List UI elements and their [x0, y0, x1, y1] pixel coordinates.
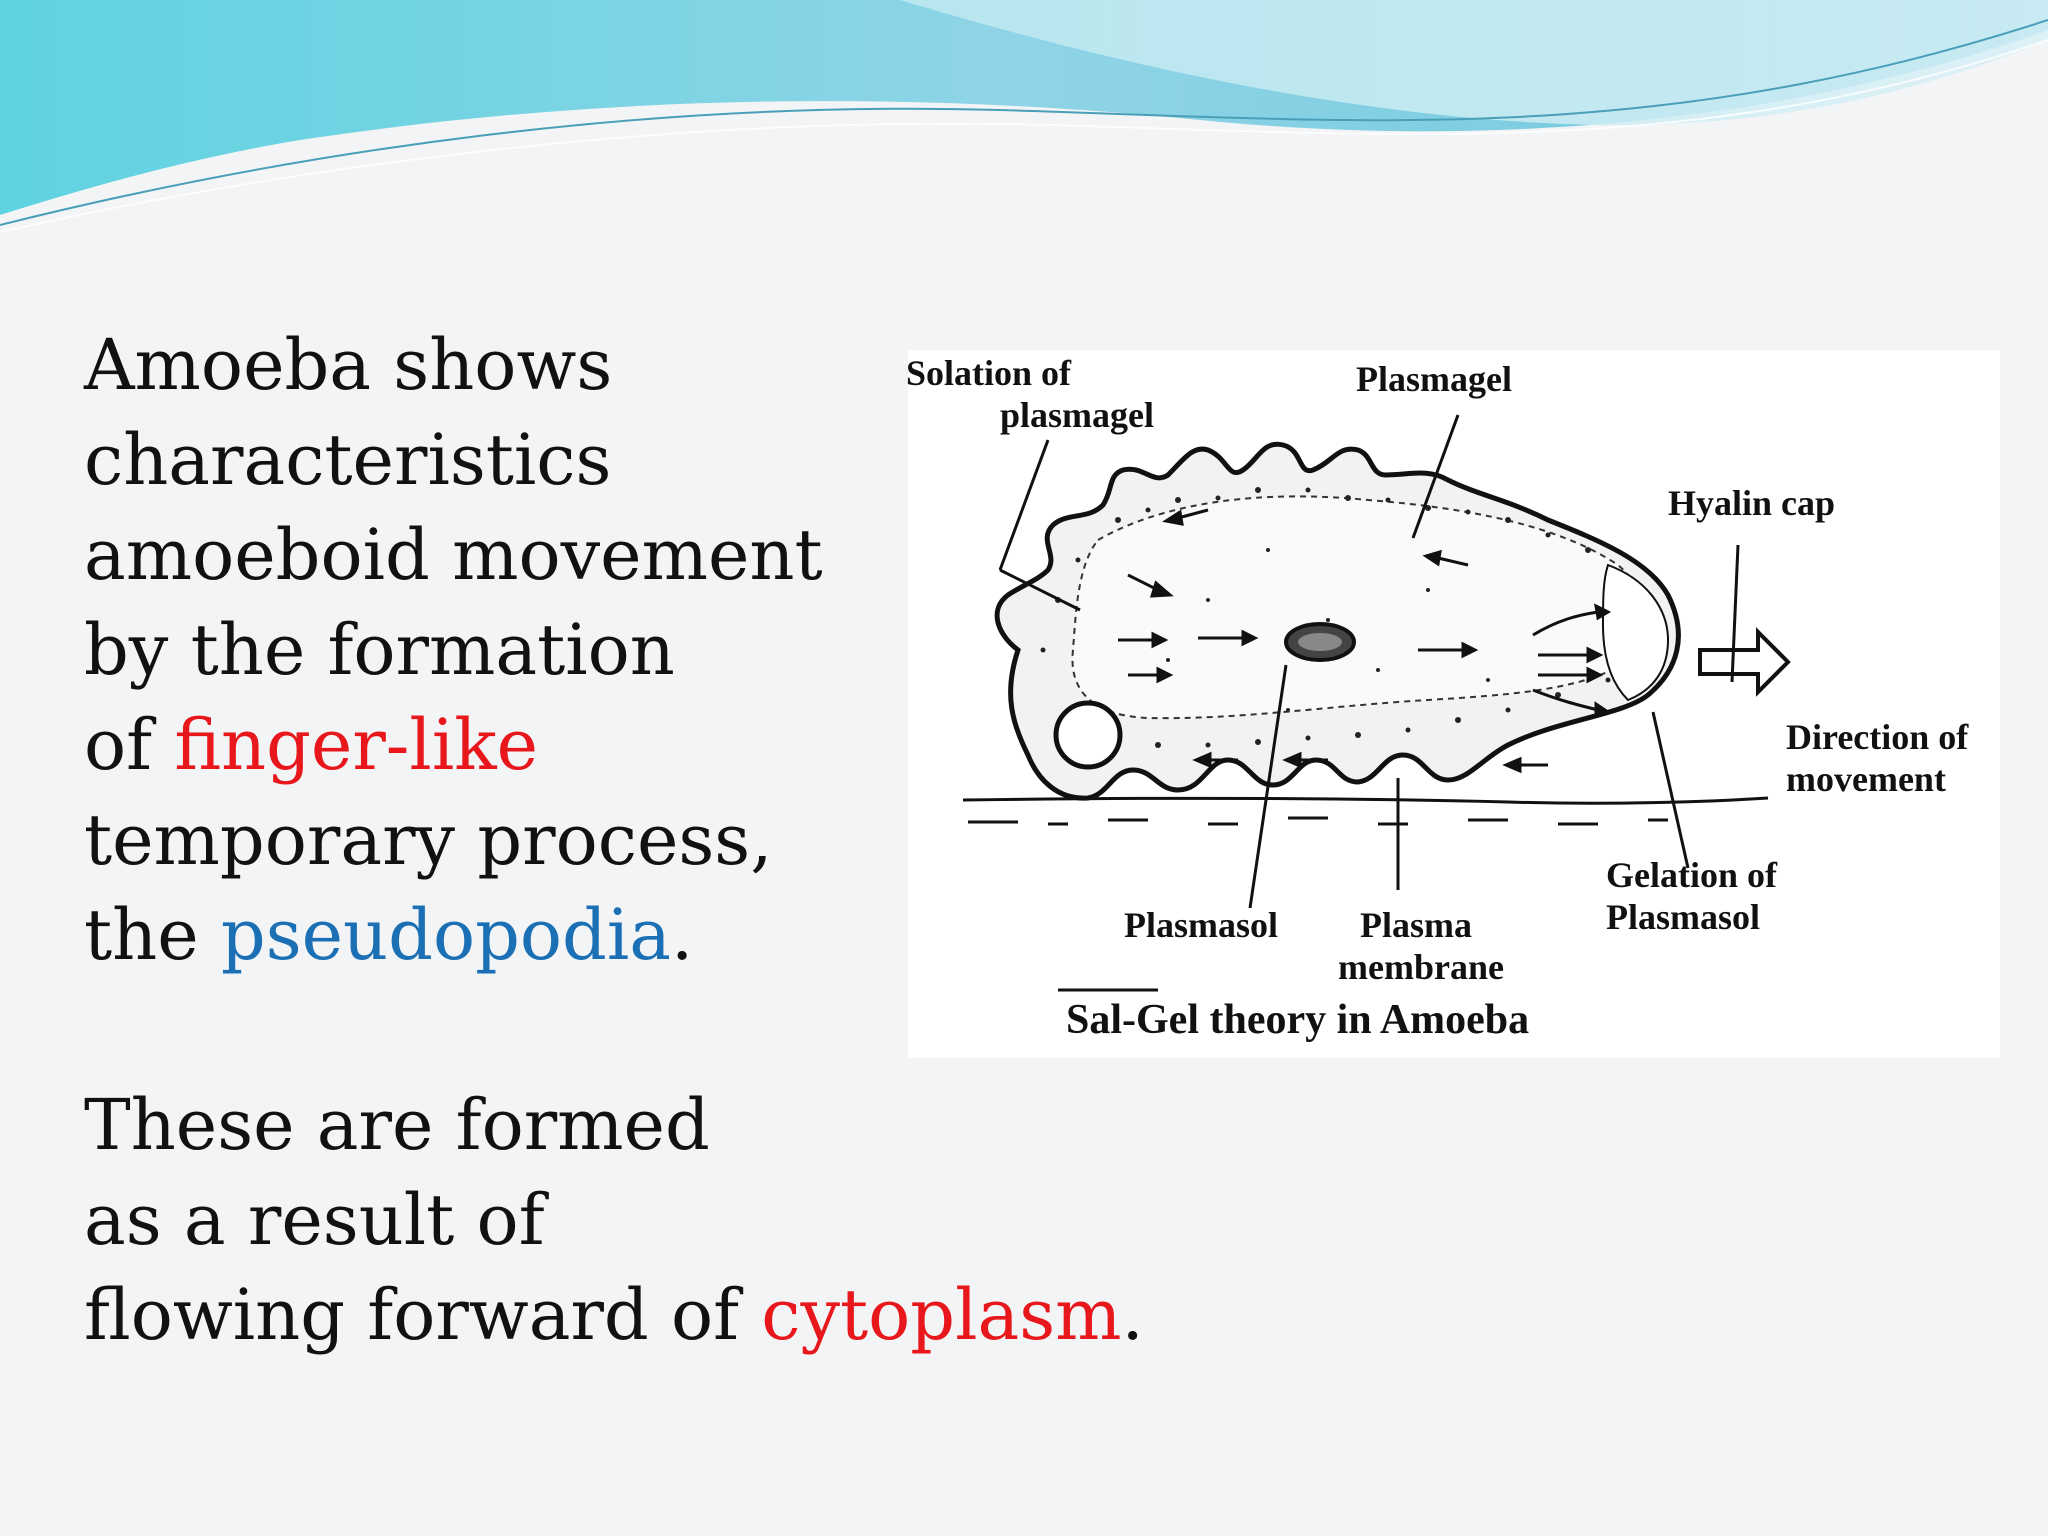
text-fragment: . [1121, 1274, 1144, 1356]
text-line: temporary process, [84, 799, 773, 881]
label-plasmagel: Plasmagel [1356, 359, 1512, 399]
text-fragment: the [84, 894, 221, 976]
label-plasma-membrane: Plasma membrane [1338, 905, 1504, 987]
label-gelation-of-plasmasol: Gelation of Plasmasol [1606, 855, 1777, 937]
text-line: These are formed [84, 1084, 710, 1166]
label-plasmagel-line2: plasmagel [1000, 395, 1155, 435]
contractile-vacuole [1056, 703, 1120, 767]
header-wave-decoration [0, 0, 2048, 240]
text-line: by the formation [84, 609, 675, 691]
direction-arrow [1700, 632, 1788, 692]
text-fragment: of [84, 704, 175, 786]
text-line: amoeboid movement [84, 514, 823, 596]
highlight-pseudopodia: pseudopodia [220, 894, 671, 976]
diagram-caption: Sal-Gel theory in Amoeba [1066, 997, 1530, 1043]
label-direction-of-movement: Direction of movement [1786, 717, 1969, 799]
text-fragment: flowing forward of [84, 1274, 762, 1356]
label-plasmasol: Plasmasol [1124, 905, 1279, 945]
label-solation-of-plasmagel: Solation of [906, 353, 1072, 393]
label-hyalin-cap: Hyalin cap [1668, 483, 1836, 523]
highlight-cytoplasm: cytoplasm [761, 1274, 1122, 1356]
amoeba-diagram [908, 350, 2000, 1058]
text-line [84, 1268, 1144, 1363]
text-line: Amoeba shows [84, 324, 613, 406]
text-line: characteristics [84, 419, 612, 501]
text-fragment: . [670, 894, 694, 976]
highlight-finger-like: finger-like [174, 704, 539, 786]
text-line: as a result of [84, 1179, 545, 1261]
